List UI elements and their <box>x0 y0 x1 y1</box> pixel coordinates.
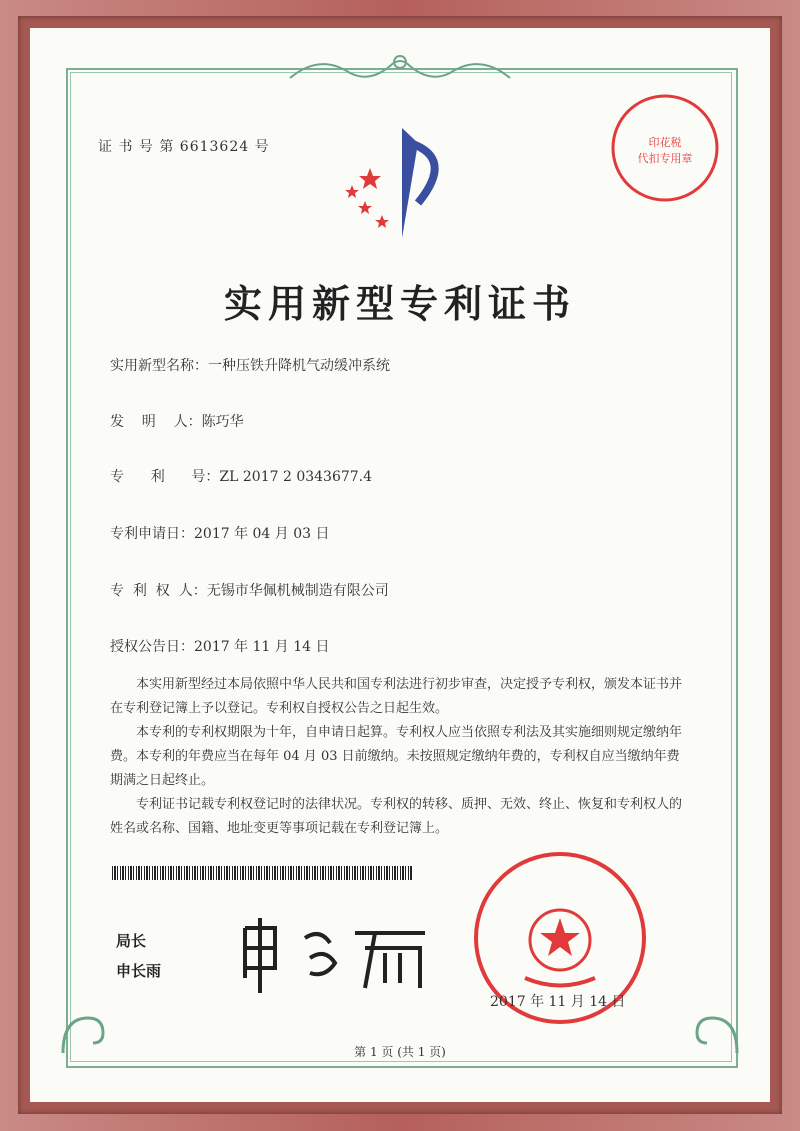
body-paragraph: 本专利的专利权期限为十年，自申请日起算。专利权人应当依照专利法及其实施细则规定缴纳年费。本专利的年费应当在每年 04 月 03 日前缴纳。未按照规定缴纳年费的，专利权自应当缴纳年费期满之日起终止。 <box>110 725 683 788</box>
body-paragraph: 专利证书记载专利权登记时的法律状况。专利权的转移、质押、无效、终止、恢复和专利权人的姓名或名称、国籍、地址变更等事项记载在专利登记簿上。 <box>110 797 683 836</box>
cnipa-logo-icon <box>340 123 460 243</box>
seal-date: 2017 年 11 月 14 日 <box>490 994 626 1010</box>
certificate-number: 证 书 号 第 6613624 号 <box>98 139 270 155</box>
certificate-paper <box>30 28 770 1102</box>
top-ornament-icon <box>280 48 520 88</box>
field-value: 陈巧华 <box>201 414 244 430</box>
body-paragraph: 本实用新型经过本局依照中华人民共和国专利法进行初步审查，决定授予专利权，颁发本证书并在专利登记簿上予以登记。专利权自授权公告之日起生效。 <box>110 677 683 716</box>
field-value: 一种压铁升降机气动缓冲系统 <box>208 358 390 374</box>
svg-text:印花税: 印花税 <box>648 136 682 149</box>
certificate-body <box>110 673 690 841</box>
field-label: 专 利 权 人： <box>110 583 207 599</box>
field-label: 发 明 人： <box>110 414 202 430</box>
page-title: 实用新型专利证书 <box>223 281 576 326</box>
field-inventor <box>110 411 244 431</box>
field-label: 专利申请日： <box>110 526 194 542</box>
field-patent-number <box>110 466 372 486</box>
field-application-date <box>110 523 330 543</box>
field-utility-name <box>110 355 390 375</box>
field-value: 无锡市华佩机械制造有限公司 <box>206 583 389 599</box>
director-name: 申长雨 <box>116 962 162 980</box>
director-signature-icon <box>235 908 435 998</box>
director-title: 局长 <box>116 932 147 950</box>
field-label: 专 利 号： <box>110 469 220 485</box>
barcode <box>112 866 412 880</box>
tax-stamp-seal-icon <box>605 88 725 208</box>
field-value: ZL 2017 2 0343677.4 <box>219 469 373 485</box>
field-value: 2017 年 04 月 03 日 <box>194 526 330 542</box>
field-label: 授权公告日： <box>110 639 194 655</box>
field-value: 2017 年 11 月 14 日 <box>194 639 330 655</box>
page-number: 第 1 页 (共 1 页) <box>354 1045 446 1059</box>
svg-text:代扣专用章: 代扣专用章 <box>637 152 693 165</box>
field-grant-date <box>110 636 330 656</box>
field-label: 实用新型名称： <box>110 358 208 374</box>
field-patentee <box>110 580 389 600</box>
